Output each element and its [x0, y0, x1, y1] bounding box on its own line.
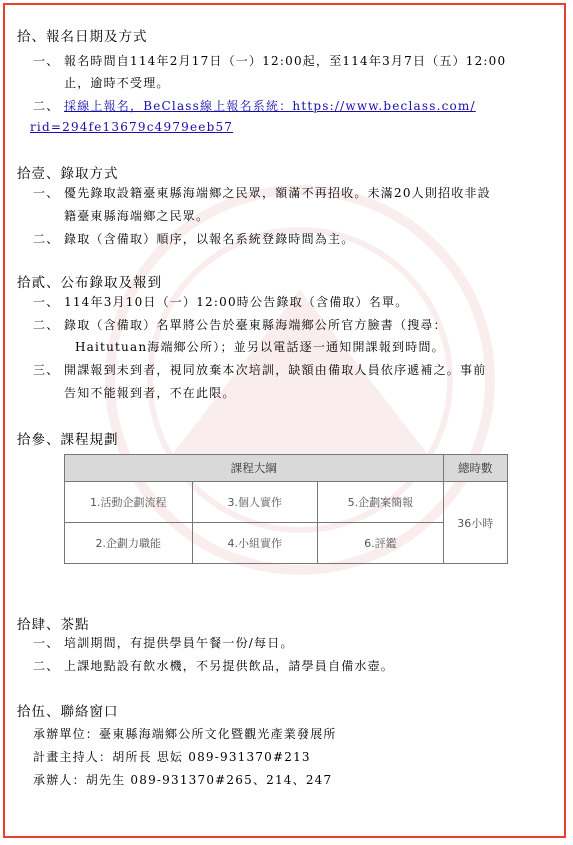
item-number: 二、 [33, 659, 60, 673]
table-header-row [65, 455, 508, 482]
item-number: 二、 [33, 99, 60, 113]
registration-time-line-1: 報名時間自114年2月17日（一）12:00起，至114年3月7日（五）12:00 [64, 54, 507, 68]
item-number: 三、 [33, 363, 60, 377]
admission-order-line: 錄取（含備取）順序，以報名系統登錄時間為主。 [64, 232, 355, 246]
course-cell: 5.企劃案簡報 [318, 482, 444, 523]
header-total-hours: 總時數 [443, 455, 507, 482]
registration-link-line-1[interactable]: 採線上報名，BeClass線上報名系統：https://www.beclass.com/ [64, 99, 476, 113]
course-cell: 4.小組實作 [192, 523, 318, 564]
section-title-contact: 拾伍、聯絡窗口 [17, 704, 119, 720]
course-cell: 3.個人實作 [192, 482, 318, 523]
checkin-line-1: 開課報到未到者，視同放棄本次培訓，缺額由備取人員依序遞補之。事前 [64, 363, 487, 377]
course-cell: 2.企劃力職能 [65, 523, 193, 564]
contact-host: 計畫主持人：胡所長 思妘 089-931370#213 [33, 750, 311, 764]
announcement-line: 114年3月10日（一）12:00時公告錄取（含備取）名單。 [64, 295, 409, 309]
item-number: 二、 [33, 232, 60, 246]
item-number: 一、 [33, 186, 60, 200]
total-hours-cell: 36小時 [443, 482, 507, 564]
contact-handler: 承辦人：胡先生 089-931370#265、214、247 [33, 773, 333, 787]
table-row [65, 523, 508, 564]
header-course-outline: 課程大綱 [65, 455, 444, 482]
item-number: 二、 [33, 318, 60, 332]
course-table [64, 454, 508, 564]
course-cell: 6.評鑑 [318, 523, 444, 564]
registration-link-line-2[interactable]: rid=294fe13679c4979eeb57 [30, 120, 234, 134]
section-title-registration: 拾、報名日期及方式 [17, 29, 148, 45]
announcement-fb-line-1: 錄取（含備取）名單將公告於臺東縣海端鄉公所官方臉書（搜尋： [64, 318, 447, 332]
registration-time-line-2: 止，逾時不受理。 [64, 76, 170, 90]
announcement-fb-line-2: Haitutuan海端鄉公所）；並另以電話逐一通知開課報到時間。 [75, 340, 445, 354]
item-number: 一、 [33, 54, 60, 68]
course-cell: 1.活動企劃流程 [65, 482, 193, 523]
section-title-refreshments: 拾肆、茶點 [17, 617, 90, 633]
lunch-line: 培訓期間，有提供學員午餐一份/每日。 [64, 636, 294, 650]
checkin-line-2: 告知不能報到者，不在此限。 [64, 386, 236, 400]
item-number: 一、 [33, 295, 60, 309]
section-title-announcement: 拾貳、公布錄取及報到 [17, 275, 162, 291]
water-line: 上課地點設有飲水機，不另提供飲品，請學員自備水壺。 [64, 659, 395, 673]
admission-line-2: 籍臺東縣海端鄉之民眾。 [64, 209, 210, 223]
admission-line-1: 優先錄取設籍臺東縣海端鄉之民眾，額滿不再招收。未滿20人則招收非設 [64, 186, 491, 200]
section-title-course-plan: 拾參、課程規劃 [17, 432, 119, 448]
contact-organizer: 承辦單位：臺東縣海端鄉公所文化暨觀光產業發展所 [33, 727, 337, 741]
section-title-admission: 拾壹、錄取方式 [17, 166, 119, 182]
table-row [65, 482, 508, 523]
item-number: 一、 [33, 636, 60, 650]
